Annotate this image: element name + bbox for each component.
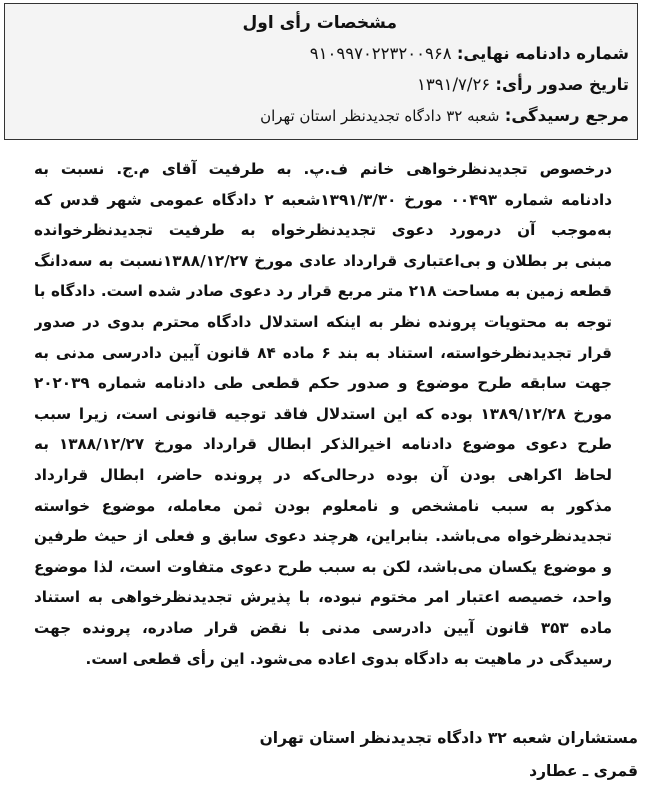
ruling-line: دادنامه شماره ۰۰۴۹۳ مورخ ۱۳۹۱/۳/۳۰شعبه ۲ دادگاه عمومی شهر قدس که xyxy=(34,190,612,209)
ruling-line: مورخ ۱۳۸۹/۱۲/۲۸ بوده که این استدلال فاقد توجیه قانونی است، زیرا سبب xyxy=(34,404,612,423)
ruling-text xyxy=(34,154,612,674)
authority-label: مرجع رسیدگی: xyxy=(504,106,629,125)
ruling-line: تجدیدنظرخواه می‌باشد. بنابراین، هرچند دعوی سابق و فعلی از حیث طرفین xyxy=(34,527,612,546)
signature-block xyxy=(260,722,638,788)
signature-names: قمری ـ عطارد xyxy=(529,762,638,780)
ruling-line: و موضوع یکسان می‌باشد، لکن به سبب طرح دعوی متفاوت است، لذا موضوع xyxy=(34,557,612,576)
ruling-line: ماده ۳۵۳ قانون آیین دادرسی مدنی با نقض قرار صادره، پرونده جهت xyxy=(34,618,612,637)
case-number-value: ۹۱۰۹۹۷۰۲۲۳۲۰۰۹۶۸ xyxy=(309,44,452,63)
ruling-line: جهت سابقه طرح موضوع و صدور حکم قطعی طی دادنامه شماره ۲۰۲۰۳۹ xyxy=(34,374,612,393)
authority-row xyxy=(15,100,629,131)
ruling-line: طرح دعوی موضوع دادنامه اخیرالذکر ابطال قرارداد مورخ ۱۳۸۸/۱۲/۲۷ به xyxy=(34,435,612,454)
ruling-line: قطعه زمین به مساحت ۲۱۸ متر مربع قرار رد دعوی صادر شده است. دادگاه با xyxy=(34,282,612,301)
issue-date-row xyxy=(15,69,629,100)
issue-date-value: ۱۳۹۱/۷/۲۶ xyxy=(417,75,491,94)
ruling-line: لحاظ اکراهی بودن آن بوده درحالی‌که در پرونده حاضر، ابطال قرارداد xyxy=(34,465,612,484)
ruling-info-box xyxy=(4,3,638,140)
case-number-row xyxy=(15,38,629,69)
ruling-line: توجه به محتویات پرونده نظر به اینکه استدلال دادگاه محترم بدوی در صدور xyxy=(34,312,612,331)
ruling-line: واحد، خصیصه اعتبار امر مختوم نبوده، با پذیرش تجدیدنظرخواهی به استناد xyxy=(34,588,612,607)
ruling-line: درخصوص تجدیدنظرخواهی خانم ف.پ. به طرفیت آقای م.ج. نسبت به xyxy=(34,160,612,178)
box-title: مشخصات رأی اول xyxy=(242,13,397,33)
ruling-line: مبنی بر بطلان و بی‌اعتباری قرارداد عادی مورخ ۱۳۸۸/۱۲/۲۷نسبت به سه‌دانگ xyxy=(34,251,612,270)
ruling-line: رسیدگی در ماهیت به دادگاه بدوی اعاده می‌شود. این رأی قطعی است. xyxy=(85,649,612,668)
ruling-line: قرار تجدیدنظرخواسته، استناد به بند ۶ ماده ۸۴ قانون آیین دادرسی مدنی به xyxy=(34,343,612,362)
ruling-line: مذکور به سبب نامشخص و نامعلوم بودن ثمن معامله، موضوع خواسته xyxy=(34,496,612,515)
ruling-line: به‌موجب آن درمورد دعوی تجدیدنظرخواه به طرفیت تجدیدنظرخوانده xyxy=(34,221,612,240)
signature-court: مستشاران شعبه ۳۲ دادگاه تجدیدنظر استان تهران xyxy=(259,729,638,747)
case-number-label: شماره دادنامه نهایی: xyxy=(456,44,629,63)
authority-value: شعبه ۳۲ دادگاه تجدیدنظر استان تهران xyxy=(260,107,500,125)
issue-date-label: تاریخ صدور رأی: xyxy=(495,75,629,94)
